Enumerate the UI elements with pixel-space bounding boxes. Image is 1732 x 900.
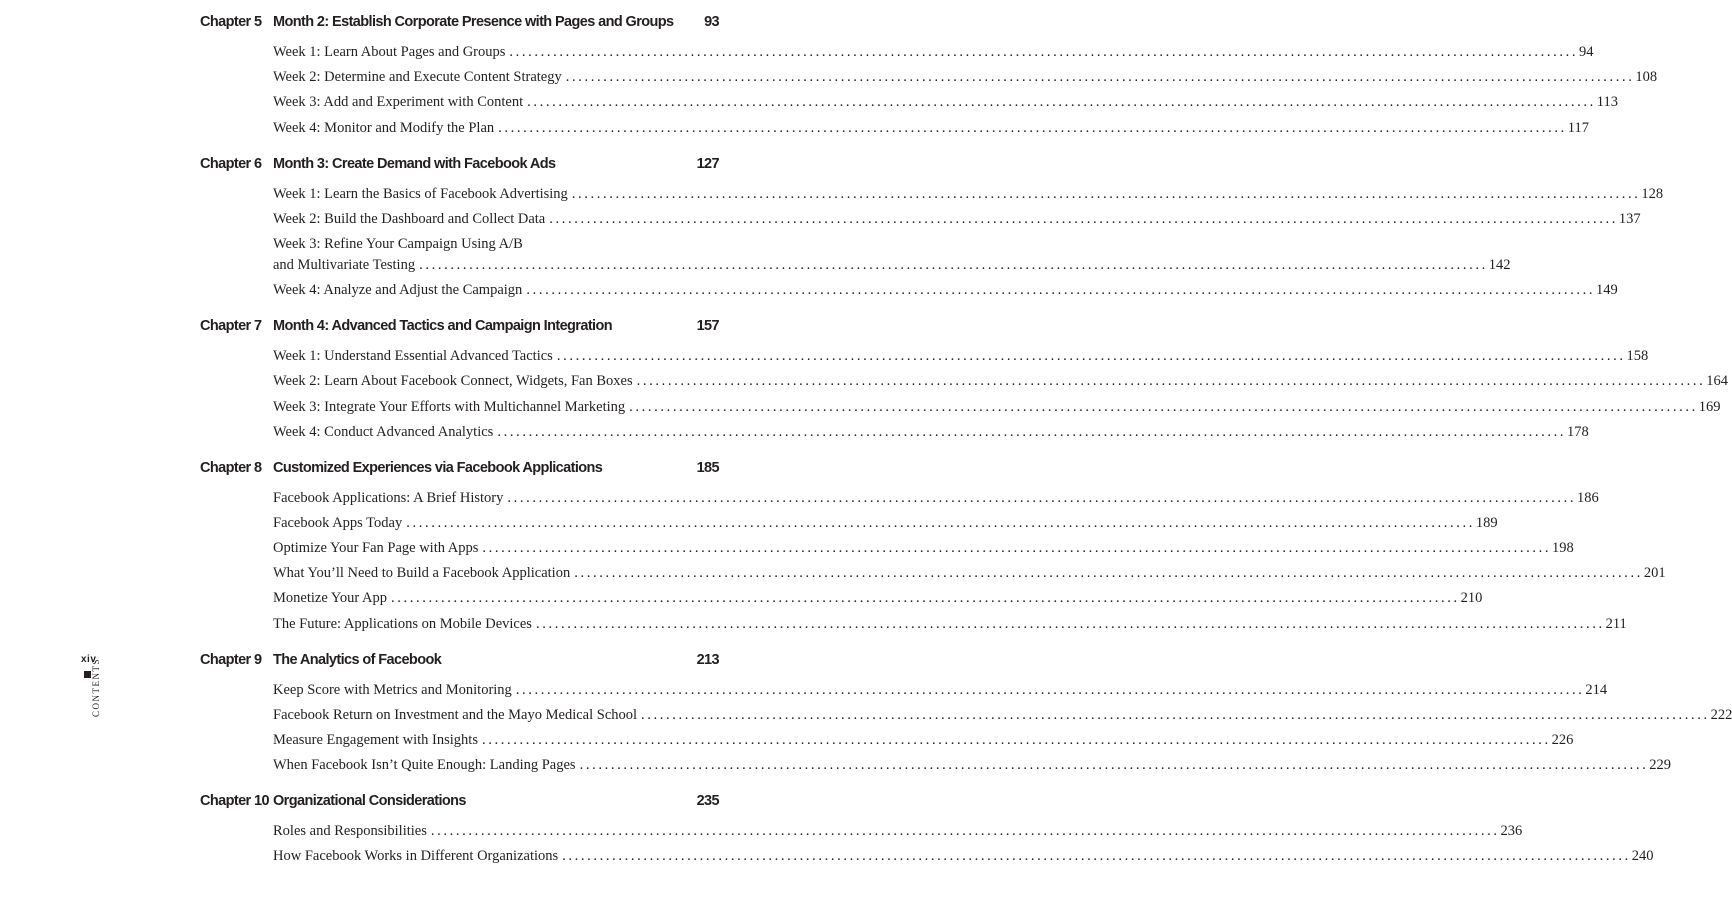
entry-title: Monetize Your App [273,590,387,607]
chapter-number: Chapter 10 [200,793,269,810]
toc-entry[interactable] [273,846,1654,867]
entry-page-number: 240 [1631,848,1654,865]
toc-entry[interactable] [273,67,1658,88]
entry-page-number: 142 [1488,256,1511,273]
entry-page-number: 178 [1566,423,1589,440]
toc-entry[interactable] [273,346,1649,367]
entry-list [273,680,1732,777]
entry-page-number: 198 [1552,540,1574,557]
chapter-title: The Analytics of Facebook [273,651,442,668]
chapter-page-number: 157 [696,318,719,335]
entry-page-number: 214 [1585,681,1608,698]
square-bullet-icon [84,671,91,678]
entry-title: Week 2: Determine and Execute Content Strategy [273,69,562,86]
entry-title: Optimize Your Fan Page with Apps [273,540,479,557]
chapter-page-number: 93 [704,14,719,30]
chapter-heading[interactable] [200,652,719,678]
entry-title: Week 2: Build the Dashboard and Collect Data [273,210,546,227]
entry-page-number: 164 [1706,373,1728,390]
toc-entry[interactable] [273,118,1589,139]
entry-list [273,42,1658,139]
entry-title: When Facebook Isn’t Quite Enough: Landing Pages [273,757,576,774]
entry-page-number: 229 [1649,757,1671,774]
toc-entry[interactable] [273,397,1721,418]
dot-leader [641,705,1707,726]
chapter-number: Chapter 9 [200,651,262,668]
dot-leader [516,680,1582,701]
entry-title: Facebook Applications: A Brief History [273,489,504,506]
entry-page-number: 186 [1577,489,1599,506]
chapter-number: Chapter 6 [200,155,262,172]
entry-list [273,346,1728,443]
chapter-heading[interactable] [200,156,719,182]
entry-page-number: 117 [1567,119,1589,136]
chapter-block [200,14,1658,139]
dot-leader [536,614,1602,635]
entry-page-number: 108 [1635,69,1658,86]
chapter-block [200,155,1664,302]
entry-page-number: 158 [1626,348,1649,365]
entry-page-number: 149 [1595,282,1618,299]
table-of-contents [200,14,1732,884]
dot-leader [509,42,1575,63]
toc-entry[interactable] [273,705,1732,726]
chapter-heading[interactable] [200,318,719,344]
chapter-title: Customized Experiences via Facebook Applications [273,459,603,476]
entry-page-number: 201 [1643,565,1666,582]
chapter-block [200,318,1728,443]
chapter-block [200,459,1666,635]
toc-entry[interactable] [273,513,1498,534]
dot-leader [482,730,1548,751]
dot-leader [629,397,1695,418]
dot-leader [526,280,1592,301]
dot-leader [406,513,1472,534]
entry-title: Week 4: Analyze and Adjust the Campaign [273,282,523,299]
toc-entry[interactable] [273,538,1574,559]
entry-title: Week 3: Refine Your Campaign Using A/B [273,235,523,252]
toc-entry[interactable] [273,92,1618,113]
entry-title: Week 1: Learn the Basics of Facebook Advertising [273,185,568,202]
toc-entry[interactable] [273,234,1511,276]
entry-title: What You’ll Need to Build a Facebook Application [273,565,571,582]
chapter-page-number: 127 [696,155,719,172]
dot-leader [566,67,1632,88]
chapter-title: Organizational Considerations [273,793,466,810]
chapter-number: Chapter 8 [200,459,262,476]
chapter-title: Month 4: Advanced Tactics and Campaign Integration [273,318,612,335]
entry-title: Week 1: Learn About Pages and Groups [273,44,506,60]
entry-list [273,488,1666,635]
chapter-heading[interactable] [200,460,719,486]
chapter-page-number: 185 [696,459,719,476]
entry-page-number: 169 [1698,398,1721,415]
dot-leader [574,563,1640,584]
entry-title: Week 4: Conduct Advanced Analytics [273,423,494,440]
toc-entry[interactable] [273,730,1574,751]
entry-page-number: 137 [1618,210,1641,227]
toc-entry[interactable] [273,42,1594,63]
entry-title: Week 1: Understand Essential Advanced Tactics [273,348,553,365]
toc-entry[interactable] [273,755,1671,776]
side-tab [38,327,101,717]
dot-leader [637,371,1703,392]
entry-title: Keep Score with Metrics and Monitoring [273,681,512,698]
entry-title: Week 3: Add and Experiment with Content [273,94,524,111]
dot-leader [498,118,1564,139]
entry-list [273,821,1654,867]
entry-page-number: 128 [1641,185,1664,202]
entry-page-number: 210 [1460,590,1483,607]
chapter-block [200,651,1732,777]
entry-page-number: 236 [1500,823,1523,840]
entry-title: Week 3: Integrate Your Efforts with Multichannel Marketing [273,398,626,415]
chapter-page-number: 213 [696,651,719,668]
chapter-heading[interactable] [200,793,719,819]
entry-title: Roles and Responsibilities [273,823,427,840]
page-number: xiv [81,654,97,665]
entry-title-continued: and Multivariate Testing [273,256,416,273]
dot-leader [497,422,1563,443]
dot-leader [431,821,1497,842]
toc-entry[interactable] [273,422,1589,443]
entry-title: Measure Engagement with Insights [273,732,478,748]
entry-page-number: 222 [1710,706,1732,723]
chapter-page-number: 235 [696,793,719,810]
toc-entry[interactable] [273,821,1523,842]
entry-page-number: 113 [1596,94,1618,111]
entry-list [273,184,1664,302]
dot-leader [572,184,1638,205]
chapter-number: Chapter 7 [200,318,262,335]
entry-title: Facebook Return on Investment and the Mayo Medical School [273,706,638,723]
entry-page-number: 211 [1605,615,1627,632]
chapter-title: Month 2: Establish Corporate Presence with Pages and Groups [273,14,674,30]
entry-page-number: 226 [1551,732,1574,748]
toc-entry[interactable] [273,209,1641,230]
dot-leader [549,209,1615,230]
entry-title: The Future: Applications on Mobile Devices [273,615,532,632]
toc-entry[interactable] [273,588,1483,609]
dot-leader [557,346,1623,367]
chapter-block [200,793,1654,867]
chapter-title: Month 3: Create Demand with Facebook Ads [273,155,556,172]
entry-title: How Facebook Works in Different Organizations [273,848,559,865]
dot-leader [580,755,1646,776]
toc-entry[interactable] [273,371,1728,392]
dot-leader [527,92,1593,113]
toc-entry[interactable] [273,184,1664,205]
chapter-heading[interactable] [200,14,719,40]
dot-leader [482,538,1548,559]
toc-entry[interactable] [273,680,1608,701]
entry-title: Facebook Apps Today [273,514,403,531]
entry-title: Week 2: Learn About Facebook Connect, Widgets, Fan Boxes [273,373,633,390]
section-label: CONTENTS [91,658,101,717]
toc-entry[interactable] [273,488,1599,509]
dot-leader [562,846,1628,867]
entry-page-number: 94 [1579,44,1594,60]
dot-leader [391,588,1457,609]
toc-entry[interactable] [273,280,1618,301]
dot-leader [419,255,1485,276]
entry-page-number: 189 [1475,514,1498,531]
chapter-number: Chapter 5 [200,14,262,30]
toc-entry[interactable] [273,563,1666,584]
entry-title: Week 4: Monitor and Modify the Plan [273,119,495,136]
dot-leader [507,488,1573,509]
toc-entry[interactable] [273,614,1627,635]
